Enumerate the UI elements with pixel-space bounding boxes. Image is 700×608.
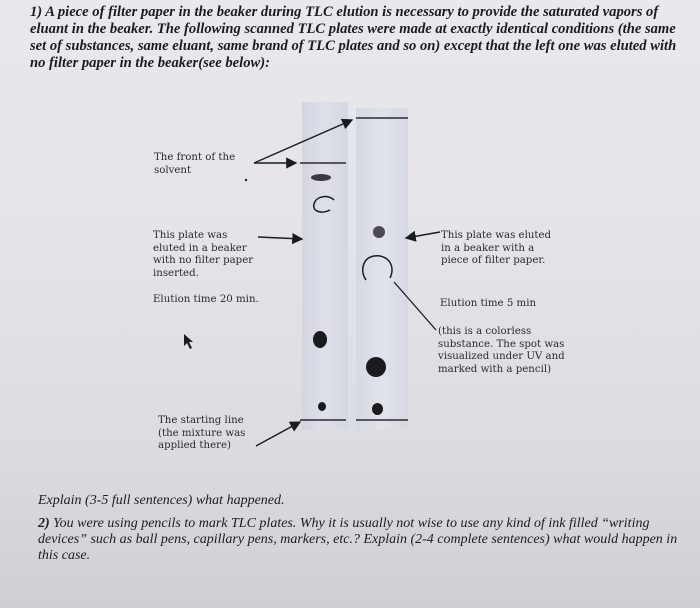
right-elution-time: Elution time 5 min	[440, 298, 537, 309]
explain-prompt: Explain (3-5 full sentences) what happened.	[38, 493, 285, 508]
question-2-text: You were using pencils to mark TLC plates. Why it is usually not wise to use any kind of ink filled “writing devices” such as ball pens, capillary pens, markers, etc.? Explain (2-4 complete sentences) what would happen in this case.	[38, 516, 678, 563]
question-1-text: A piece of filter paper in the beaker during TLC elution is necessary to provide the saturated vapors of eluant in the beaker. The following scanned TLC plates were made at exactly identical conditions (the same set of substances, same eluant, same brand of TLC plates and so on) except that the left one was eluted with no filter paper in the beaker(see below):	[30, 4, 677, 71]
right-plate-label: This plate was eluted in a beaker with a piece of filter paper.	[441, 230, 552, 266]
right-plate-pencil-circle	[363, 256, 392, 280]
cursor-arrow-icon	[184, 334, 193, 349]
start-line-arrow	[256, 422, 300, 446]
left-elution-time: Elution time 20 min.	[153, 294, 259, 305]
question-2	[38, 516, 698, 564]
pencil-dot	[245, 179, 247, 181]
uv-note-pointer	[394, 282, 436, 330]
left-plate-arrow	[258, 237, 302, 239]
solvent-front-arrow-1	[254, 120, 352, 163]
uv-note: (this is a colorless substance. The spot was visualized under UV and marked with a pencil)	[438, 326, 565, 375]
left-plate-label: This plate was eluted in a beaker with no filter paper inserted.	[153, 230, 254, 279]
question-2-number: 2)	[38, 516, 50, 531]
right-plate-arrow	[406, 232, 440, 238]
start-line-label: The starting line (the mixture was applied there)	[158, 415, 246, 451]
left-plate-pencil-circle	[314, 197, 334, 212]
solvent-front-label: The front of the solvent	[154, 152, 236, 176]
question-1-number: 1)	[30, 4, 43, 20]
